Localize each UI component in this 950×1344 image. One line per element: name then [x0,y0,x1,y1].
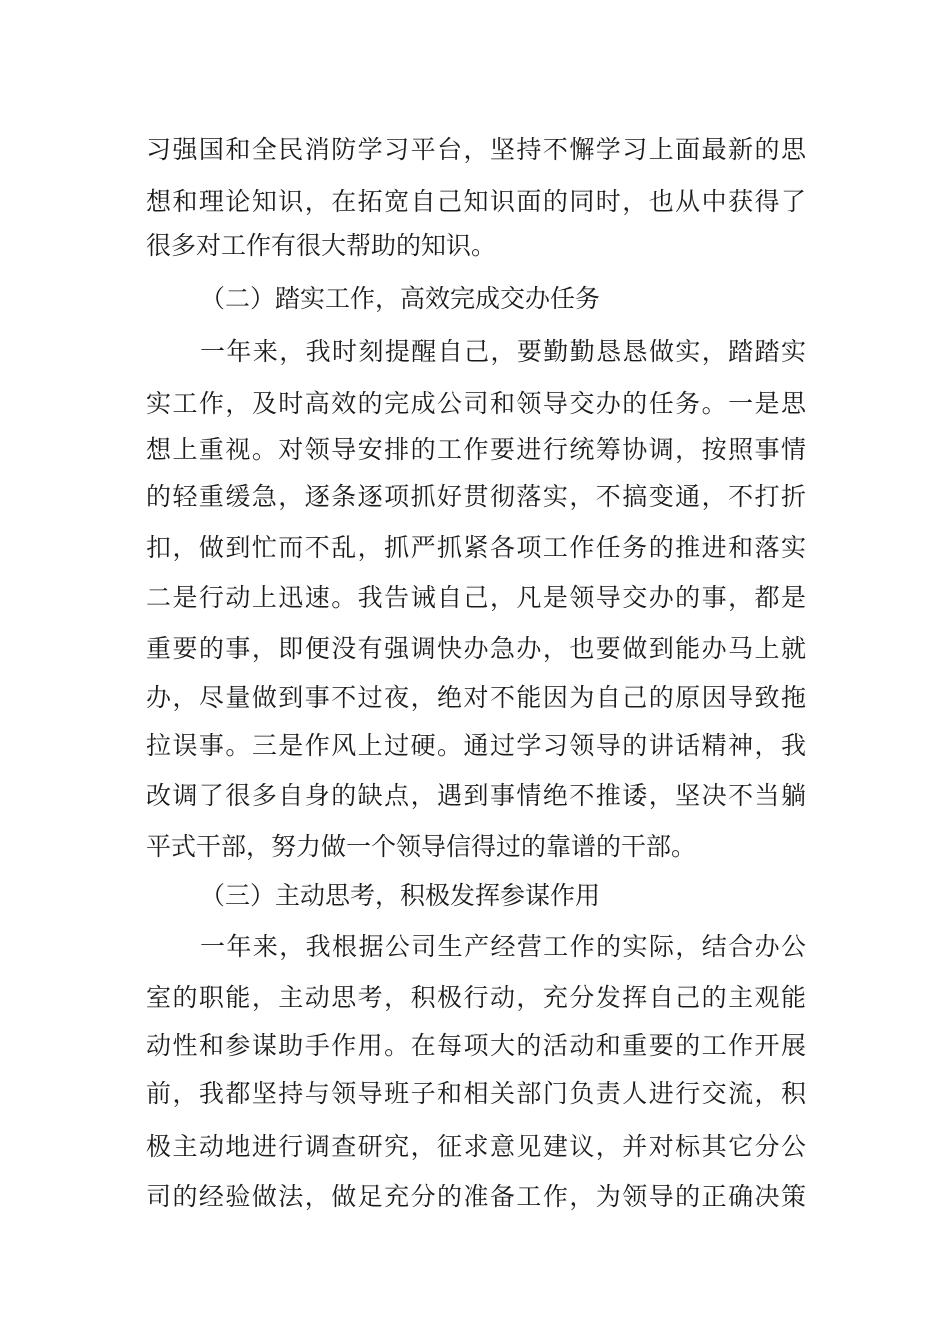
text-line: 二是行动上迅速。我告诫自己，凡是领导交办的事，都是 [146,583,806,612]
text-line: 拉误事。三是作风上过硬。通过学习领导的讲话精神，我 [146,731,806,760]
text-line: 改调了很多自身的缺点，遇到事情绝不推诿，坚决不当躺 [146,781,806,810]
text-line: 一年来，我根据公司生产经营工作的实际，结合办公 [200,932,806,961]
text-line: 习强国和全民消防学习平台，坚持不懈学习上面最新的思 [146,135,806,164]
text-line: 平式干部，努力做一个领导信得过的靠谱的干部。 [146,832,697,861]
text-line: 实工作，及时高效的完成公司和领导交办的任务。一是思 [146,389,806,418]
text-line: 重要的事，即便没有强调快办急办，也要做到能办马上就 [146,634,806,663]
text-line: 想和理论知识，在拓宽自己知识面的同时，也从中获得了 [146,187,806,216]
text-line: 很多对工作有很大帮助的知识。 [146,231,497,260]
text-line: 扣，做到忙而不乱，抓严抓紧各项工作任务的推进和落实 [146,533,806,562]
text-line: 动性和参谋助手作用。在每项大的活动和重要的工作开展 [146,1031,806,1060]
section-heading: （三）主动思考，积极发挥参谋作用 [200,881,601,910]
text-line: 想上重视。对领导安排的工作要进行统筹协调，按照事情 [146,435,806,464]
text-line: 的轻重缓急，逐条逐项抓好贯彻落实，不搞变通，不打折 [146,482,806,511]
text-line: 前，我都坚持与领导班子和相关部门负责人进行交流，积 [146,1079,806,1108]
text-line: 司的经验做法，做足充分的准备工作，为领导的正确决策 [146,1182,806,1211]
section-heading: （二）踏实工作，高效完成交办任务 [200,284,601,313]
text-line: 办，尽量做到事不过夜，绝对不能因为自己的原因导致拖 [146,683,806,712]
text-line: 极主动地进行调查研究，征求意见建议，并对标其它分公 [146,1132,806,1161]
text-line: 室的职能，主动思考，积极行动，充分发挥自己的主观能 [146,983,806,1012]
text-line: 一年来，我时刻提醒自己，要勤勤恳恳做实，踏踏实 [200,337,806,366]
